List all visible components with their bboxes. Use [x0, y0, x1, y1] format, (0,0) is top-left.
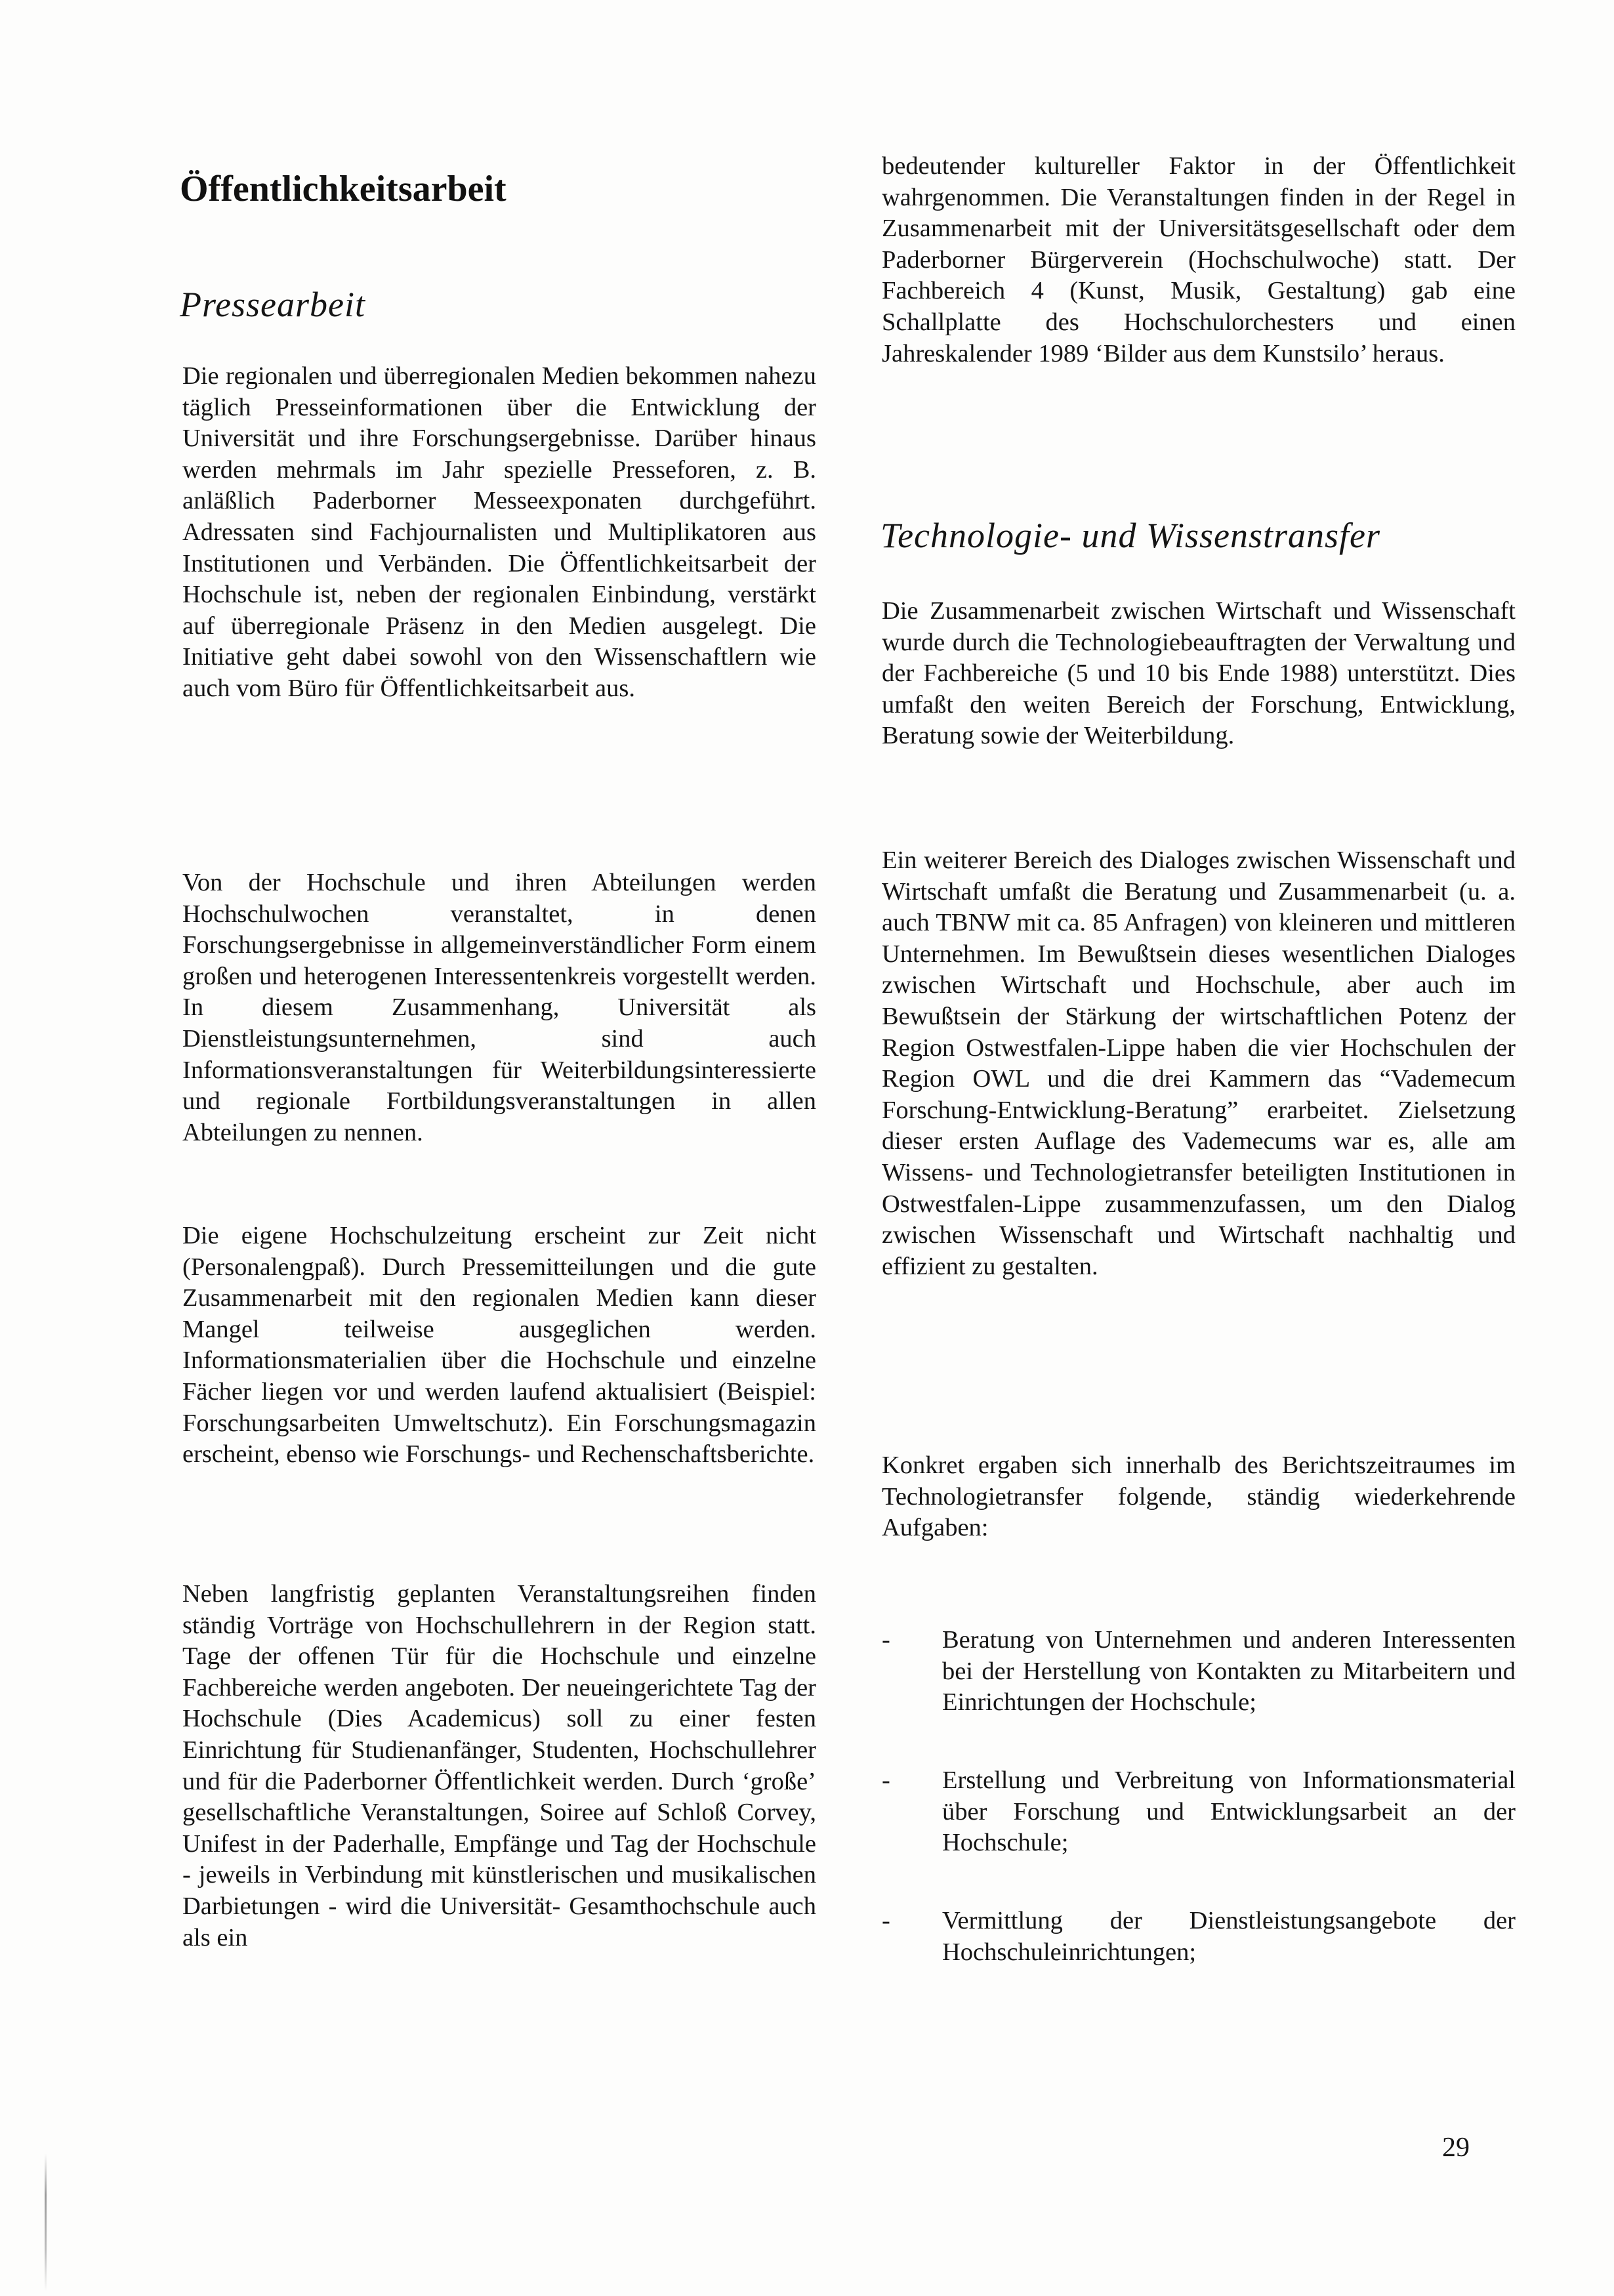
list-item-text: Beratung von Unternehmen und anderen Interessenten bei der Herstellung von Kontakten zu Mitarbeitern und Einrichtungen der Hochschule; [942, 1626, 1516, 1717]
paragraph-transfer-2: Ein weiterer Bereich des Dialoges zwischen Wissenschaft und Wirtschaft umfaßt die Beratung und Zusammenarbeit (u. a. auch TBNW mit ca. 85 Anfragen) von kleineren und mittleren Unternehmen. Im Bewußtsein dieses wesentlichen Dialoges zwischen Wirtschaft und Hochschule, aber auch im Bewußtsein der Stärkung der wirtschaftlichen Potenz der Region Ostwestfalen-Lippe haben die vier Hochschulen der Region OWL und die drei Kammern das “Vademecum Forschung-Entwicklung-Beratung” erarbeitet. Zielsetzung dieser ersten Auflage des Vademecums war es, alle am Wissens- und Technologietransfer beteiligten Institutionen in Ostwestfalen-Lippe zusammenzufassen, um den Dialog zwischen Wissenschaft und Wirtschaft nachhaltig und effizient zu gestalten. [882, 846, 1516, 1280]
paragraph-transfer-1: Die Zusammenarbeit zwischen Wirtschaft und Wissenschaft wurde durch die Technologiebeauftragten der Verwaltung und der Fachbereiche (5 und 10 bis Ende 1988) unterstützt. Dies umfaßt den weiten Bereich der Forschung, Entwicklung, Beratung sowie der Weiterbildung. [882, 597, 1516, 750]
paragraph-presse-1: Die regionalen und überregionalen Medien bekommen nahezu täglich Presseinformationen über die Entwicklung der Universität und ihre Forschungsergebnisse. Darüber hinaus werden mehrmals im Jahr spezielle Presseforen, z. B. anläßlich Paderborner Messeexponaten durchgeführt. Adressaten sind Fachjournalisten und Multiplikatoren aus Institutionen und Verbänden. Die Öffentlichkeitsarbeit der Hochschule ist, neben der regionalen Einbindung, verstärkt auf überregionale Präsenz in den Medien ausgelegt. Die Initiative geht dabei sowohl von den Wissenschaftlern wie auch vom Büro für Öffentlichkeitsarbeit aus. [182, 362, 816, 702]
subsection-heading-technologie: Technologie- und Wissenstransfer [880, 516, 1381, 555]
list-dash: - [882, 1907, 890, 1934]
list-dash: - [882, 1766, 890, 1794]
paragraph-presse-3: Die eigene Hochschulzeitung erscheint zur Zeit nicht (Personalengpaß). Durch Pressemitteilungen und die gute Zusammenarbeit mit den regionalen Medien kann dieser Mangel teilweise ausgeglichen werden. Informationsmaterialien über die Hochschule und einzelne Fächer liegen vor und werden laufend aktualisiert (Beispiel: Forschungsarbeiten Umweltschutz). Ein Forschungsmagazin erscheint, ebenso wie Forschungs- und Rechenschaftsberichte. [182, 1222, 816, 1469]
page-number: 29 [1442, 2133, 1470, 2163]
paragraph-transfer-3: Konkret ergaben sich innerhalb des Berichtszeitraumes im Technologietransfer folgende, ständig wiederkehrende Aufgaben: [882, 1451, 1516, 1542]
list-item-text: Erstellung und Verbreitung von Informationsmaterial über Forschung und Entwicklungsarbeit an der Hochschule; [942, 1766, 1516, 1857]
paragraph-presse-4: Neben langfristig geplanten Veranstaltungsreihen finden ständig Vorträge von Hochschullehrern in der Region statt. Tage der offenen Tür für die Hochschule und einzelne Fachbereiche werden angeboten. Der neueingerichtete Tag der Hochschule (Dies Academicus) soll zu einer festen Einrichtung für Studienanfänger, Studenten, Hochschullehrer und für die Paderborner Öffentlichkeit werden. Durch ‘große’ gesellschaftliche Veranstaltungen, Soiree auf Schloß Corvey, Unifest in der Paderhalle, Empfänge und Tag der Hochschule - jeweils in Verbindung mit künstlerischen und musikalischen Darbietungen - wird die Universität- Gesamthochschule auch als ein [182, 1580, 816, 1952]
paragraph-presse-2: Von der Hochschule und ihren Abteilungen werden Hochschulwochen veranstaltet, in denen Forschungsergebnisse in allgemeinverständlicher Form einem großen und heterogenen Interessentenkreis vorgestellt werden. In diesem Zusammenhang, Universität als Dienstleistungsunternehmen, sind auch Informationsveranstaltungen für Weiterbildungsinteressierte und regionale Fortbildungsveranstaltungen in allen Abteilungen zu nennen. [182, 869, 816, 1146]
subsection-heading-pressearbeit: Pressearbeit [180, 285, 365, 324]
section-heading: Öffentlichkeitsarbeit [180, 169, 507, 209]
paragraph-continuation: bedeutender kultureller Faktor in der Öffentlichkeit wahrgenommen. Die Veranstaltungen finden in der Regel in Zusammenarbeit mit der Universitätsgesellschaft oder dem Paderborner Bürgerverein (Hochschulwoche) statt. Der Fachbereich 4 (Kunst, Musik, Gestaltung) gab eine Schallplatte des Hochschulorchesters und einen Jahreskalender 1989 ‘Bilder aus dem Kunstsilo’ heraus. [882, 152, 1516, 367]
scan-edge-mark [45, 2154, 47, 2291]
list-item-text: Vermittlung der Dienstleistungsangebote der Hochschuleinrichtungen; [942, 1907, 1516, 1966]
list-dash: - [882, 1626, 890, 1654]
